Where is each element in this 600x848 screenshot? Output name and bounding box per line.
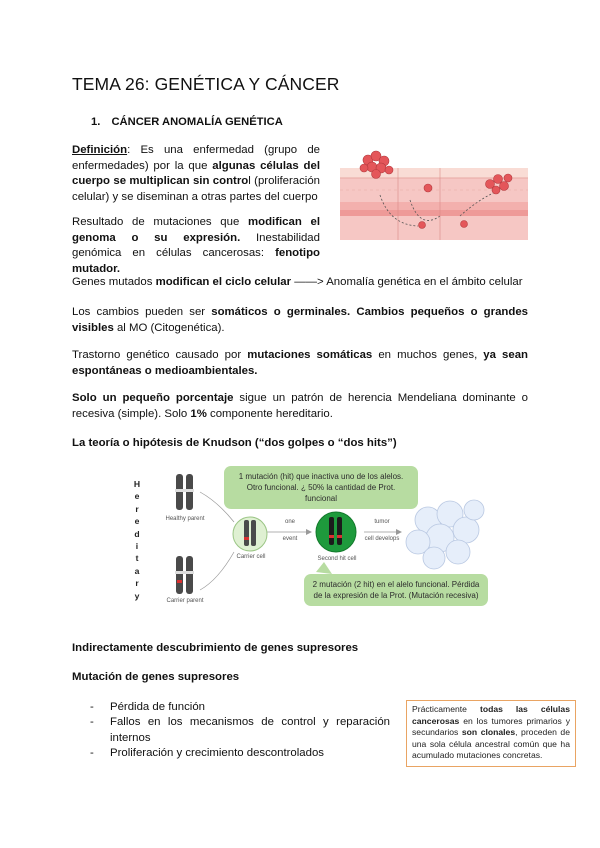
note-bold-2: son clonales [461,727,516,738]
hereditary-letter: i [135,541,139,552]
heredity-bold-2: 1% [190,407,207,420]
hereditary-letter: H [133,479,141,489]
genes-text-1: Genes mutados [72,276,156,288]
knudson-heading: La teoría o hipótesis de Knudson (“dos golpes o “dos hits”) [72,437,397,449]
clonal-note-box [406,700,576,767]
changes-bold-1: somáticos o germinales. [211,306,351,318]
note-bold-1: todas las células cancerosas [412,704,570,726]
hereditary-letter: y [134,590,140,601]
result-text-1: Resultado de mutaciones que [72,216,248,228]
definition-text-1: : Es una enfermedad (grupo de enfermedades) por la que [72,144,320,172]
knudson-diagram [128,462,490,622]
list-item: - Proliferación y crecimiento descontrolados [90,746,390,761]
disorder-text-1: Trastorno genético causado por [72,349,248,361]
indirect-discovery-heading: Indirectamente descubrimiento de genes supresores [72,642,359,654]
suppressor-mutation-heading: Mutación de genes supresores [72,671,240,683]
arrow1-label-a: one [284,519,295,525]
result-bold-2: fenotipo mutador. [72,247,320,275]
suppressor-effects-list [90,700,390,762]
note-text-2: en los tumores primarios y secundarios [412,715,570,738]
definition-paragraph [72,143,320,205]
healthy-chromosomes [175,474,194,510]
heredity-bold-1: Solo un pequeño porcentaje [72,392,234,404]
arrow2-label-a: tumor [374,519,390,525]
changes-bold-2: Cambios pequeños o grandes visibles [72,306,528,334]
genes-text-2: ——> Anomalía genética en el ámbito celular [291,276,523,288]
disorder-bold-1: mutaciones somáticas [247,349,373,361]
second-hit-callout: 2 mutación (2 hit) en el alelo funcional. Pérdida de la expresión de la Prot. (Mutación recesiva) [304,574,488,606]
second-hit-cell-label: Second hit cell [317,556,357,562]
arrow2-label-b: cell develops [364,536,400,542]
genes-bold: modifican el ciclo celular [155,276,292,288]
carrier-chromosomes [175,556,194,594]
hereditary-letter: e [134,516,140,527]
result-text-2: Inestabilidad genómica en células cancerosas: [72,231,320,260]
carrier-cell-label: Carrier cell [236,554,266,560]
heredity-text-2: componente hereditario. [206,407,333,420]
note-text-1: Prácticamente [412,704,480,714]
mutation-result-paragraph [72,215,320,277]
changes-text-3: al MO (Citogenética). [113,321,225,334]
section-heading [91,116,283,128]
cancer-spread-illustration [340,150,528,240]
heredity-text-1: sigue un patrón de herencia Mendeliana dominante o recesiva (simple). Solo [72,392,528,420]
section-title: CÁNCER ANOMALÍA GENÉTICA [111,116,283,128]
changes-paragraph [72,305,528,336]
genes-paragraph [72,275,542,291]
heredity-paragraph [72,391,528,422]
page-title: TEMA 26: GENÉTICA Y CÁNCER [72,74,340,94]
definition-text-2: l (proliferación celular) y se diseminan a otras partes del cuerpo [72,175,320,203]
result-bold-1: modifican el genoma o su expresión. [72,216,320,244]
arrow1-label-b: event [282,536,298,542]
disorder-paragraph [72,348,528,379]
definition-bold: algunas células del cuerpo se multiplican sin contro [72,159,320,188]
healthy-parent-label: Healthy parent [165,516,205,522]
hereditary-letter: d [134,528,140,539]
section-number: 1. [91,116,101,128]
note-text-3: , proceden de una sola célula ancestral común que ha acumulado mutaciones concretas. [412,727,570,761]
disorder-text-2: en muchos genes, [372,349,484,361]
definition-label: Definición [72,144,128,156]
hereditary-letter: r [135,503,139,514]
carrier-parent-label: Carrier parent [166,598,204,604]
changes-text-1: Los cambios pueden ser [72,306,212,318]
hereditary-letter: r [135,578,139,589]
first-hit-callout: 1 mutación (hit) que inactiva uno de los alelos. Otro funcional. ¿ 50% la cantidad de Prot. funcional [224,466,418,509]
list-item: - Fallos en los mecanismos de control y reparación internos [90,715,390,746]
list-item: - Pérdida de función [90,700,390,715]
hereditary-letter: e [134,491,140,502]
hereditary-letter: a [134,565,140,576]
disorder-bold-2: ya sean espontáneas o medioambientales. [72,349,528,377]
hereditary-letter: t [135,553,139,564]
